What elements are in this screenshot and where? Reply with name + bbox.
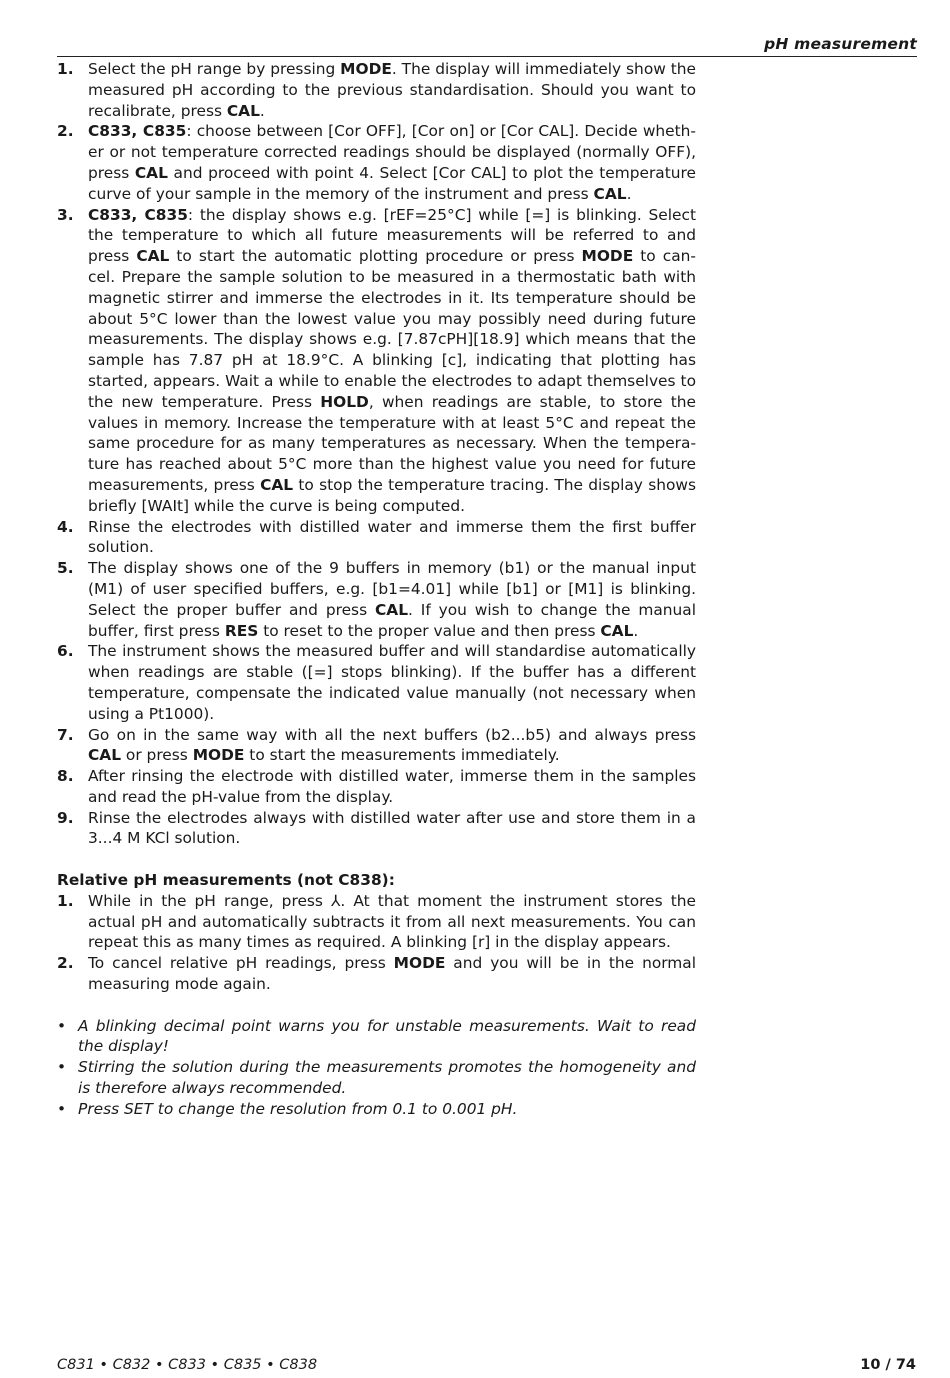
notes-list bbox=[57, 1016, 696, 1120]
list-item bbox=[57, 59, 696, 121]
key-name: MODE bbox=[192, 746, 245, 765]
key-name: CAL bbox=[374, 600, 408, 619]
step-number: 7. bbox=[57, 725, 74, 744]
key-name: CAL bbox=[226, 101, 260, 120]
step-text: and you will be in the normal measuring mode again. bbox=[88, 954, 696, 994]
list-item bbox=[57, 121, 696, 204]
step-text: or press bbox=[121, 746, 193, 765]
key-name: C833, C835 bbox=[88, 122, 187, 141]
step-number: 2. bbox=[57, 122, 74, 141]
footer-models: C831 • C832 • C833 • C835 • C838 bbox=[57, 1357, 318, 1373]
step-number: 5. bbox=[57, 559, 74, 578]
key-name: MODE bbox=[393, 954, 446, 973]
step-text: To cancel relative pH readings, press bbox=[88, 954, 394, 973]
list-item bbox=[57, 205, 696, 517]
step-text: . bbox=[259, 101, 265, 120]
step-text: : the display shows e.g. [rEF=25°C] while [=] is blinking. Select the temperature to which all future measurements will be referred to and press bbox=[88, 205, 696, 266]
step-text: , when readings are stable, to store the values in memory. Increase the temperature with at least 5°C and repeat the same procedure for as many temperatures as necessary. When the tempera-ture has reached about 5°C more than the highest value you need for future measurements, press bbox=[88, 392, 696, 494]
note-text: Press SET to change the resolution from 0.1 to 0.001 pH. bbox=[78, 1099, 518, 1118]
bullet-icon: • bbox=[57, 1016, 67, 1035]
list-item bbox=[57, 891, 696, 953]
key-name: CAL bbox=[260, 475, 294, 494]
bullet-icon: • bbox=[57, 1099, 67, 1118]
list-item bbox=[57, 1016, 696, 1058]
step-text: . bbox=[633, 621, 639, 640]
page-header bbox=[57, 34, 917, 57]
step-text: . If you wish to change the manual buffer, first press bbox=[88, 600, 696, 640]
step-text: : choose between [Cor OFF], [Cor on] or [Cor CAL]. Decide wheth-er or not temperature corrected readings should be displayed (normally OFF), press bbox=[88, 122, 696, 182]
list-item bbox=[57, 558, 696, 641]
key-name: RES bbox=[224, 621, 259, 640]
step-text: Go on in the same way with all the next buffers (b2...b5) and always press bbox=[88, 725, 696, 744]
step-number: 2. bbox=[57, 954, 74, 973]
key-name: CAL bbox=[600, 621, 634, 640]
step-text: Select the pH range by pressing bbox=[88, 60, 341, 78]
relative-steps-list bbox=[57, 891, 696, 995]
section-title: pH measurement bbox=[764, 35, 917, 53]
list-item bbox=[57, 725, 696, 767]
relative-section-title: Relative pH measurements (not C838): bbox=[57, 871, 395, 890]
step-text: to can-cel. Prepare the sample solution to be measured in a thermostatic bath with magnetic stirrer and immerse the electrodes in it. Its temperature should be about 5°C lower than the lowest value you may possibly need during future measurements. The display shows e.g. [7.87cPH][18.9] which means that the sample has 7.87 pH at 18.9°C. A blinking [c], indicating that plotting has started, appears. Wait a while to enable the electrodes to adapt themselves to the new temperature. Press bbox=[88, 247, 696, 411]
step-text: Rinse the electrodes always with distilled water after use and store them in a 3...4 M KCl solution. bbox=[88, 808, 696, 848]
step-number: 1. bbox=[57, 891, 74, 910]
step-text: After rinsing the electrode with distilled water, immerse them in the samples and read the pH-value from the display. bbox=[88, 767, 696, 806]
step-text: . bbox=[626, 184, 632, 203]
key-name: C833, C835 bbox=[88, 205, 188, 224]
list-item bbox=[57, 641, 696, 724]
step-text: to stop the temperature tracing. The display shows briefly [WAIt] while the curve is being computed. bbox=[88, 475, 696, 515]
step-text: The display shows one of the 9 buffers in memory (b1) or the manual input (M1) of user specified buffers, e.g. [b1=4.01] while [b1] or [M1] is blinking. Select the proper buffer and press bbox=[88, 559, 696, 619]
step-text: The instrument shows the measured buffer and will standardise automatically when readings are stable ([=] stops blinking). If the buffer has a different temperature, compensate the indicated value manually (not necessary when using a Pt1000). bbox=[88, 642, 696, 723]
step-number: 4. bbox=[57, 517, 74, 536]
step-number: 6. bbox=[57, 642, 74, 661]
step-text: While in the pH range, press ⅄. At that moment the instrument stores the actual pH and automatically subtracts it from all next measurements. You can repeat this as many times as required. A blinking [r] in the display appears. bbox=[88, 891, 696, 952]
list-item bbox=[57, 808, 696, 850]
key-name: MODE bbox=[581, 247, 634, 266]
step-text: Rinse the electrodes with distilled water and immerse them the first buffer solution. bbox=[88, 517, 696, 557]
key-name: MODE bbox=[340, 60, 392, 78]
bullet-icon: • bbox=[57, 1058, 67, 1077]
note-text: Stirring the solution during the measurements promotes the homogeneity and is therefore always recommended. bbox=[78, 1058, 696, 1098]
step-text: to start the measurements immediately. bbox=[244, 746, 560, 765]
spacer bbox=[57, 849, 696, 870]
step-text: to reset to the proper value and then press bbox=[258, 621, 601, 640]
key-name: CAL bbox=[88, 746, 122, 765]
key-name: CAL bbox=[593, 184, 627, 203]
step-number: 8. bbox=[57, 767, 74, 786]
key-name: CAL bbox=[136, 247, 170, 266]
list-item bbox=[57, 766, 696, 808]
list-item bbox=[57, 1057, 696, 1099]
page-number: 10 / 74 bbox=[860, 1357, 916, 1373]
page-body bbox=[57, 59, 696, 1120]
list-item bbox=[57, 517, 696, 559]
spacer bbox=[57, 995, 696, 1016]
step-text: . The display will immediately show the measured pH according to the previous standardisation. Should you want to recalibrate, press bbox=[88, 60, 696, 120]
key-name: HOLD bbox=[320, 392, 369, 411]
step-text: and proceed with point 4. Select [Cor CAL] to plot the temperature curve of your sample in the memory of the instrument and press bbox=[88, 163, 696, 203]
step-number: 9. bbox=[57, 808, 74, 827]
step-number: 1. bbox=[57, 60, 74, 78]
note-text: A blinking decimal point warns you for unstable measurements. Wait to read the display! bbox=[78, 1016, 696, 1056]
step-text: to start the automatic plotting procedure or press bbox=[169, 247, 582, 266]
calibration-steps-list bbox=[57, 59, 696, 849]
list-item bbox=[57, 1099, 696, 1120]
step-number: 3. bbox=[57, 205, 74, 224]
list-item bbox=[57, 953, 696, 995]
key-name: CAL bbox=[134, 163, 168, 182]
